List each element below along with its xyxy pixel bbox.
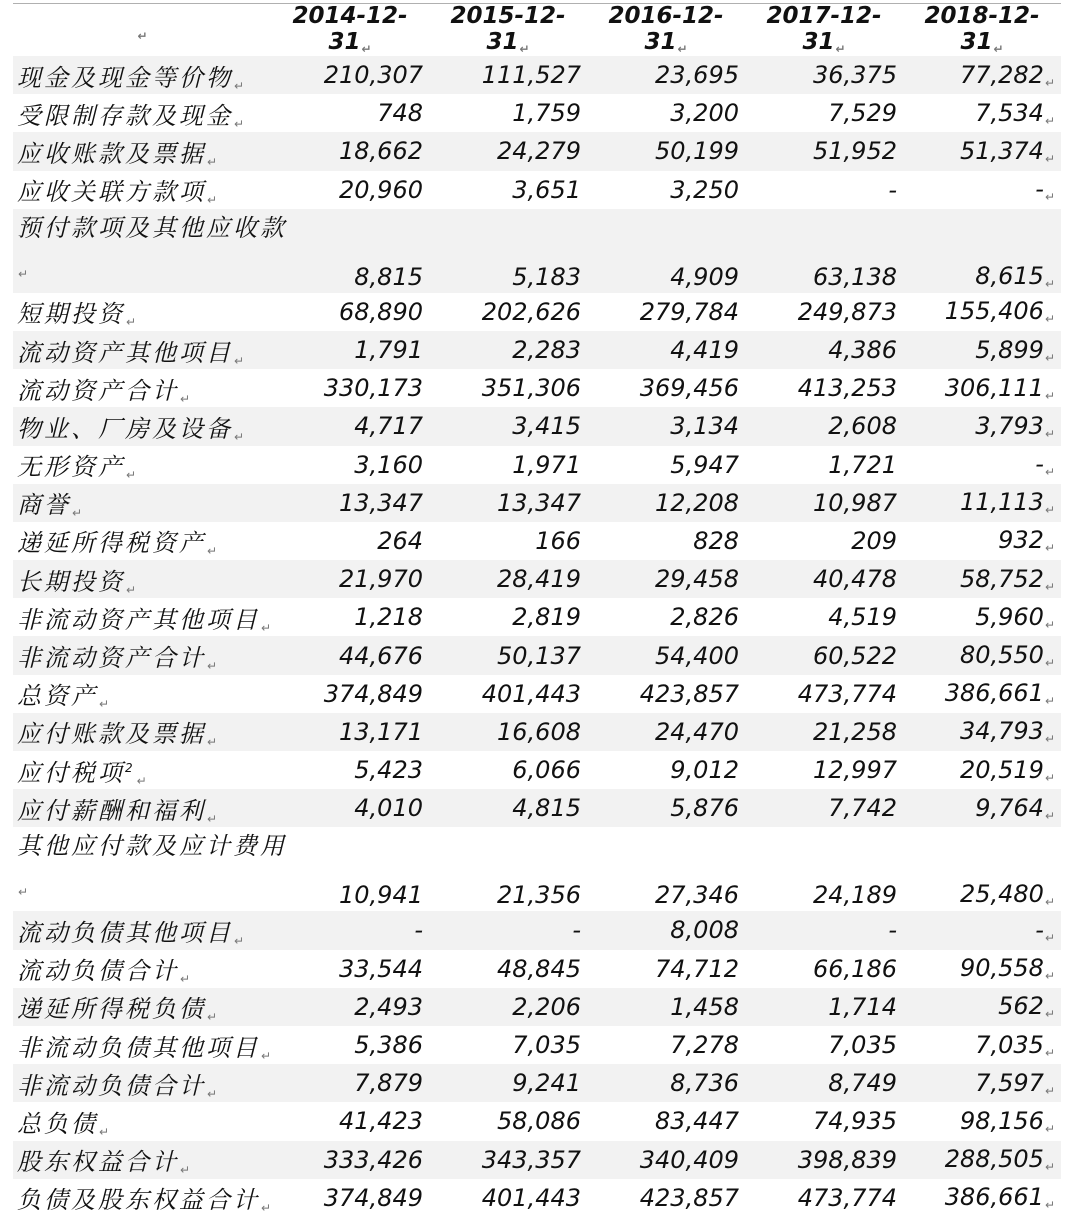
value-cell: 83,447 <box>655 1107 739 1136</box>
value-cell: 4,815 <box>429 789 587 827</box>
value-cell: 3,200 <box>670 99 739 128</box>
balance-sheet <box>13 3 1061 1217</box>
value-cell: 401,443 <box>481 679 581 708</box>
value-cell: 369,456 <box>639 374 739 403</box>
table-row <box>13 1141 1061 1179</box>
value-cell: 33,544 <box>339 954 423 983</box>
footnote-marker: 2 <box>125 760 136 775</box>
value-cell: -↵ <box>1035 175 1055 205</box>
value-cell: 74,712 <box>655 954 739 983</box>
table-row <box>13 132 1061 170</box>
table-row <box>13 1026 1061 1064</box>
value-cell: 3,134 <box>587 407 745 445</box>
value-cell: 333,426 <box>271 1141 429 1179</box>
value-cell: 80,550↵ <box>903 636 1061 674</box>
value-cell: 13,347 <box>429 484 587 522</box>
row-label-text: 受限制存款及现金 <box>17 101 233 130</box>
value-cell: -↵ <box>1035 450 1055 480</box>
value-cell: 423,857 <box>639 1183 739 1212</box>
value-cell: 21,258 <box>745 713 903 751</box>
value-cell: 562↵ <box>903 988 1061 1026</box>
row-label-text: 流动资产其他项目 <box>17 338 233 367</box>
value-cell: 3,793↵ <box>903 407 1061 445</box>
row-label: 负债及股东权益合计↵ <box>17 1186 275 1216</box>
row-label: 短期投资↵ <box>17 300 140 330</box>
value-cell: 10,987 <box>745 484 903 522</box>
table-row <box>13 713 1061 751</box>
value-cell: 74,935 <box>813 1107 897 1136</box>
header-year: 2014-12-31↵ <box>292 3 408 56</box>
value-cell: 7,278 <box>670 1031 739 1060</box>
value-cell: 306,111↵ <box>944 373 1055 403</box>
balance-sheet-table <box>13 3 1061 1217</box>
value-cell: 828 <box>693 526 739 555</box>
row-label: 非流动资产其他项目↵ <box>17 605 275 635</box>
row-label: 非流动负债其他项目↵ <box>17 1033 275 1063</box>
value-cell: 330,173 <box>323 374 423 403</box>
value-cell: 7,742 <box>745 789 903 827</box>
value-cell: 10,941 <box>339 881 423 910</box>
value-cell: 28,419 <box>429 560 587 598</box>
row-label: 应付薪酬和福利↵ <box>13 789 271 827</box>
row-label-text: 递延所得税负债 <box>17 995 206 1024</box>
header-year: 2018-12-31↵ <box>924 3 1040 56</box>
value-cell: 16,608 <box>429 713 587 751</box>
value-cell: 2,283 <box>429 331 587 369</box>
value-cell: 423,857 <box>639 679 739 708</box>
header-label-cell: ↵ <box>137 29 148 43</box>
row-label: 股东权益合计↵ <box>13 1141 271 1179</box>
value-cell: 29,458 <box>587 560 745 598</box>
value-cell: - <box>429 911 587 949</box>
row-label: 商誉↵ <box>13 484 271 522</box>
value-cell: 473,774 <box>797 1183 897 1212</box>
value-cell: 209 <box>851 526 897 555</box>
value-cell: 343,357 <box>429 1141 587 1179</box>
table-row <box>13 171 1061 209</box>
value-cell: 9,764↵ <box>903 789 1061 827</box>
value-cell: 288,505↵ <box>903 1141 1061 1179</box>
value-cell: 8,736 <box>587 1064 745 1102</box>
table-row <box>13 446 1061 484</box>
row-label: 应收账款及票据↵ <box>13 132 271 170</box>
value-cell: 7,879 <box>271 1064 429 1102</box>
value-cell: 20,960 <box>339 175 423 204</box>
value-cell: 27,346 <box>655 881 739 910</box>
value-cell: 5,386 <box>354 1031 423 1060</box>
header-year: 2016-12-31↵ <box>608 3 724 56</box>
value-cell: 351,306 <box>481 374 581 403</box>
table-row <box>13 560 1061 598</box>
value-cell: 21,970 <box>271 560 429 598</box>
value-cell: 12,208 <box>587 484 745 522</box>
value-cell: 51,374↵ <box>903 132 1061 170</box>
value-cell: 8,008 <box>587 911 745 949</box>
table-row <box>13 484 1061 522</box>
value-cell: 24,470 <box>587 713 745 751</box>
value-cell: 36,375 <box>745 56 903 94</box>
value-cell: 7,597↵ <box>903 1064 1061 1102</box>
row-label: 其他应付款及应计费用↵ <box>17 832 287 900</box>
row-label-text: 应付薪酬和福利 <box>17 796 206 825</box>
value-cell: - <box>271 911 429 949</box>
row-label-text: 其他应付款及应计费用 <box>17 832 287 861</box>
row-label-text: 非流动资产合计 <box>17 644 206 673</box>
value-cell: 20,519↵ <box>959 755 1055 785</box>
value-cell: 2,206 <box>429 988 587 1026</box>
header-year: 2017-12-31↵ <box>766 3 882 56</box>
row-label: 递延所得税资产↵ <box>17 529 221 559</box>
value-cell: 63,138 <box>745 209 903 293</box>
value-cell: 13,171 <box>271 713 429 751</box>
row-label-text: 总资产 <box>17 682 98 711</box>
row-label-text: 总负债 <box>17 1109 98 1138</box>
value-cell: 48,845 <box>497 954 581 983</box>
row-label: 总负债↵ <box>17 1109 113 1139</box>
value-cell: 6,066 <box>512 756 581 785</box>
value-cell: 24,279 <box>429 132 587 170</box>
value-cell: 24,189 <box>813 881 897 910</box>
value-cell: 5,876 <box>587 789 745 827</box>
value-cell: 3,415 <box>429 407 587 445</box>
value-cell: 398,839 <box>745 1141 903 1179</box>
value-cell: - <box>888 175 897 204</box>
value-cell: 41,423 <box>339 1107 423 1136</box>
value-cell: 932↵ <box>998 526 1055 556</box>
value-cell: 374,849 <box>323 1183 423 1212</box>
row-label-text: 应付账款及票据 <box>17 720 206 749</box>
value-cell: 279,784 <box>639 297 739 326</box>
row-label: 流动负债合计↵ <box>17 957 194 987</box>
value-cell: 7,529 <box>828 99 897 128</box>
value-cell: 374,849 <box>323 679 423 708</box>
row-label: 应付账款及票据↵ <box>13 713 271 751</box>
row-label: 总资产↵ <box>17 682 113 712</box>
value-cell: 8,815 <box>271 209 429 293</box>
value-cell: 3,160 <box>354 450 423 479</box>
value-cell: 9,012 <box>670 756 739 785</box>
value-cell: 4,386 <box>745 331 903 369</box>
value-cell: -↵ <box>903 911 1061 949</box>
table-row <box>13 598 1061 636</box>
value-cell: 34,793↵ <box>903 713 1061 751</box>
value-cell: 9,241 <box>429 1064 587 1102</box>
row-label-text: 长期投资 <box>17 567 125 596</box>
table-row <box>13 56 1061 94</box>
value-cell: 473,774 <box>797 679 897 708</box>
row-label-text: 商誉 <box>17 491 71 520</box>
value-cell: 21,356 <box>497 881 581 910</box>
value-cell: 77,282↵ <box>903 56 1061 94</box>
row-label: 受限制存款及现金↵ <box>17 101 248 131</box>
table-body <box>13 56 1061 1217</box>
header-row <box>13 3 1061 56</box>
value-cell: 4,519 <box>828 603 897 632</box>
row-label: 应付税项$^2$↵ <box>17 758 150 788</box>
value-cell: 4,010 <box>271 789 429 827</box>
table-row <box>13 1064 1061 1102</box>
row-label: 无形资产↵ <box>17 453 140 483</box>
value-cell: 44,676 <box>271 636 429 674</box>
table-row <box>13 950 1061 988</box>
value-cell: 13,347 <box>271 484 429 522</box>
table-row <box>13 789 1061 827</box>
value-cell: 1,971 <box>512 450 581 479</box>
row-label: 流动资产其他项目↵ <box>13 331 271 369</box>
value-cell: 340,409 <box>587 1141 745 1179</box>
value-cell: 2,493 <box>271 988 429 1026</box>
value-cell: 5,960↵ <box>975 602 1055 632</box>
row-label-text: 现金及现金等价物 <box>17 63 233 92</box>
row-label: 应收关联方款项↵ <box>17 178 221 208</box>
value-cell: 264 <box>377 526 423 555</box>
value-cell: 249,873 <box>797 297 897 326</box>
row-label: 非流动资产合计↵ <box>13 636 271 674</box>
value-cell: 5,183 <box>429 209 587 293</box>
table-row <box>13 209 1061 293</box>
table-row <box>13 911 1061 949</box>
value-cell: 166 <box>535 526 581 555</box>
row-label-text: 负债及股东权益合计 <box>17 1186 260 1215</box>
value-cell: 413,253 <box>797 374 897 403</box>
table-row <box>13 636 1061 674</box>
value-cell: 1,721 <box>828 450 897 479</box>
value-cell: 51,952 <box>745 132 903 170</box>
row-label: 长期投资↵ <box>13 560 271 598</box>
value-cell: 60,522 <box>745 636 903 674</box>
value-cell: 4,717 <box>271 407 429 445</box>
value-cell: 98,156↵ <box>959 1106 1055 1136</box>
value-cell: 1,791 <box>271 331 429 369</box>
table-row <box>13 1179 1061 1217</box>
table-row <box>13 988 1061 1026</box>
value-cell: 3,651 <box>512 175 581 204</box>
row-label-text: 流动负债其他项目 <box>17 918 233 947</box>
row-label: 预付款项及其他应收款↵ <box>13 209 271 293</box>
value-cell: 7,035↵ <box>975 1030 1055 1060</box>
value-cell: 8,615↵ <box>903 209 1061 293</box>
value-cell: 210,307 <box>271 56 429 94</box>
value-cell: 202,626 <box>481 297 581 326</box>
value-cell: 1,714 <box>745 988 903 1026</box>
value-cell: - <box>745 911 903 949</box>
table-row <box>13 522 1061 560</box>
value-cell: 90,558↵ <box>959 954 1055 984</box>
value-cell: 155,406↵ <box>944 297 1055 327</box>
table-row <box>13 675 1061 713</box>
value-cell: 11,113↵ <box>903 484 1061 522</box>
row-label: 递延所得税负债↵ <box>13 988 271 1026</box>
row-label-text: 递延所得税资产 <box>17 529 206 558</box>
row-label: 流动负债其他项目↵ <box>13 911 271 949</box>
value-cell: 25,480↵ <box>959 880 1055 910</box>
value-cell: 7,534↵ <box>975 98 1055 128</box>
value-cell: 4,909 <box>587 209 745 293</box>
value-cell: 7,035 <box>512 1031 581 1060</box>
row-label: 物业、厂房及设备↵ <box>13 407 271 445</box>
value-cell: 54,400 <box>587 636 745 674</box>
value-cell: 5,947 <box>670 450 739 479</box>
value-cell: 401,443 <box>481 1183 581 1212</box>
value-cell: 2,819 <box>512 603 581 632</box>
value-cell: 1,458 <box>587 988 745 1026</box>
table-row <box>13 94 1061 132</box>
row-label-text: 流动资产合计 <box>17 376 179 405</box>
row-label-text: 应付税项 <box>17 758 125 787</box>
value-cell: 111,527 <box>429 56 587 94</box>
value-cell: 23,695 <box>587 56 745 94</box>
table-row <box>13 1102 1061 1140</box>
row-label-text: 预付款项及其他应收款 <box>17 213 287 242</box>
value-cell: 50,199 <box>587 132 745 170</box>
row-label: 流动资产合计↵ <box>17 376 194 406</box>
header-year: 2015-12-31↵ <box>450 3 566 56</box>
value-cell: 3,250 <box>670 175 739 204</box>
table-row <box>13 827 1061 911</box>
row-label-text: 非流动资产其他项目 <box>17 605 260 634</box>
value-cell: 2,826 <box>670 603 739 632</box>
row-label-text: 非流动负债其他项目 <box>17 1033 260 1062</box>
row-label-text: 短期投资 <box>17 300 125 329</box>
value-cell: 1,218 <box>354 603 423 632</box>
value-cell: 58,752↵ <box>903 560 1061 598</box>
row-label-text: 应收关联方款项 <box>17 178 206 207</box>
value-cell: 8,749 <box>745 1064 903 1102</box>
value-cell: 4,419 <box>587 331 745 369</box>
row-label-text: 无形资产 <box>17 453 125 482</box>
value-cell: 1,759 <box>512 99 581 128</box>
value-cell: 748 <box>377 99 423 128</box>
table-row <box>13 293 1061 331</box>
table-row <box>13 751 1061 789</box>
value-cell: 386,661↵ <box>944 1183 1055 1213</box>
value-cell: 18,662 <box>271 132 429 170</box>
value-cell: 386,661↵ <box>944 679 1055 709</box>
table-row <box>13 407 1061 445</box>
value-cell: 7,035 <box>828 1031 897 1060</box>
value-cell: 66,186 <box>813 954 897 983</box>
row-label-text: 应收账款及票据 <box>17 139 206 168</box>
value-cell: 5,899↵ <box>903 331 1061 369</box>
row-label-text: 非流动负债合计 <box>17 1071 206 1100</box>
row-label-text: 物业、厂房及设备 <box>17 414 233 443</box>
value-cell: 12,997 <box>813 756 897 785</box>
row-label-text: 流动负债合计 <box>17 957 179 986</box>
value-cell: 5,423 <box>354 756 423 785</box>
row-label-text: 股东权益合计 <box>17 1148 179 1177</box>
value-cell: 40,478 <box>745 560 903 598</box>
value-cell: 68,890 <box>339 297 423 326</box>
row-label: 现金及现金等价物↵ <box>13 56 271 94</box>
value-cell: 50,137 <box>429 636 587 674</box>
value-cell: 58,086 <box>497 1107 581 1136</box>
value-cell: 2,608 <box>745 407 903 445</box>
table-row <box>13 369 1061 407</box>
table-row <box>13 331 1061 369</box>
row-label: 非流动负债合计↵ <box>13 1064 271 1102</box>
